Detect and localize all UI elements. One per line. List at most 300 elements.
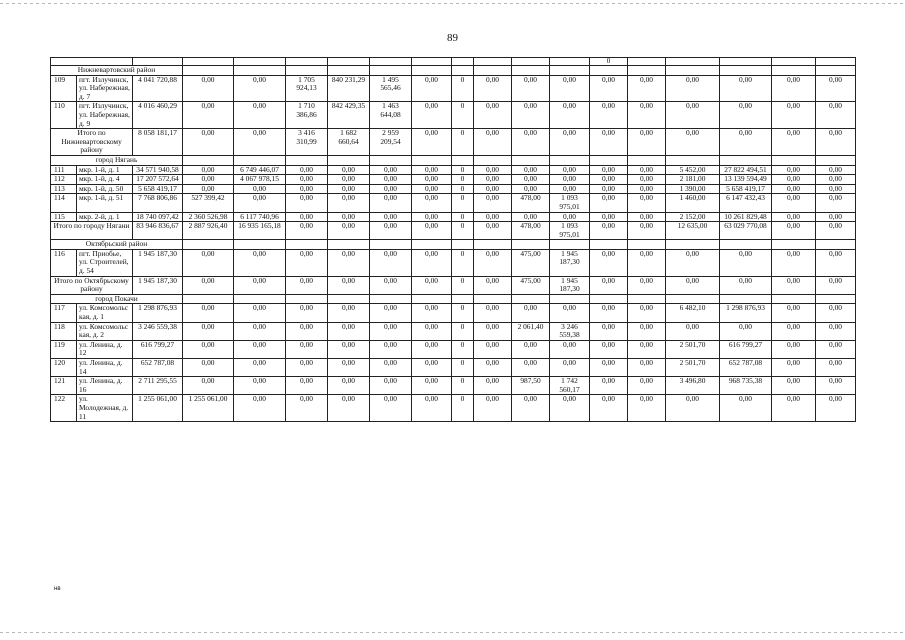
total-value-cell: 0	[452, 222, 474, 240]
value-cell: 0,00	[286, 165, 328, 175]
section-empty-cell	[183, 294, 234, 304]
value-cell: 0,00	[474, 102, 512, 129]
value-cell: 0,00	[720, 395, 772, 422]
total-value-cell: 0,00	[512, 129, 550, 156]
value-cell: 840 231,29	[328, 75, 370, 102]
value-cell: 0,00	[412, 212, 452, 222]
header-cell	[370, 58, 412, 66]
value-cell: 0,00	[720, 249, 772, 276]
section-empty-cell	[772, 155, 816, 165]
value-cell: 0,00	[412, 75, 452, 102]
value-cell: 0,00	[628, 175, 666, 185]
value-cell: 0,00	[816, 102, 856, 129]
total-value-cell: 0,00	[772, 222, 816, 240]
section-empty-cell	[720, 240, 772, 250]
section-empty-cell	[328, 294, 370, 304]
value-cell: 0,00	[412, 340, 452, 358]
section-empty-cell	[412, 155, 452, 165]
value-cell: 1 495 565,46	[370, 75, 412, 102]
row-number: 113	[51, 184, 77, 194]
value-cell: 0,00	[328, 184, 370, 194]
value-cell: 1 463 644,08	[370, 102, 412, 129]
value-cell: 0,00	[328, 165, 370, 175]
value-cell: 0,00	[183, 102, 234, 129]
value-cell: 6 749 446,07	[234, 165, 286, 175]
value-cell: 0,00	[474, 165, 512, 175]
section-title: город Покачи	[51, 294, 183, 304]
address-cell: мкр. 1-й, д. 51	[77, 194, 133, 212]
value-cell: 0,00	[512, 212, 550, 222]
value-cell: 0,00	[628, 102, 666, 129]
value-cell: 0,00	[370, 340, 412, 358]
value-cell: 0,00	[412, 165, 452, 175]
value-cell: 13 139 594,49	[720, 175, 772, 185]
total-value-cell: 0,00	[412, 129, 452, 156]
value-cell: 0,00	[590, 75, 628, 102]
total-value-cell: 63 029 770,08	[720, 222, 772, 240]
section-empty-cell	[590, 294, 628, 304]
value-cell: 0,00	[628, 75, 666, 102]
table-row	[51, 102, 856, 129]
section-empty-cell	[286, 294, 328, 304]
value-cell: 0,00	[412, 194, 452, 212]
value-cell: 0,00	[183, 249, 234, 276]
value-cell: 0,00	[772, 184, 816, 194]
section-empty-cell	[412, 294, 452, 304]
header-cell	[720, 58, 772, 66]
address-cell: мкр. 2-й, д. 1	[77, 212, 133, 222]
value-cell: 0,00	[550, 165, 590, 175]
value-cell: 987,50	[512, 377, 550, 395]
value-cell: 0,00	[590, 175, 628, 185]
value-cell: 0	[452, 395, 474, 422]
section-empty-cell	[370, 155, 412, 165]
value-cell: 0,00	[590, 184, 628, 194]
header-cell	[628, 58, 666, 66]
header-cell	[133, 58, 183, 66]
section-empty-cell	[474, 66, 512, 76]
value-cell: 0,00	[370, 377, 412, 395]
section-empty-cell	[474, 240, 512, 250]
value-cell: 0,00	[512, 102, 550, 129]
value-cell: 0,00	[550, 102, 590, 129]
value-cell: 0,00	[286, 395, 328, 422]
footer-mark: нв	[54, 586, 61, 592]
section-empty-cell	[286, 155, 328, 165]
value-cell: 0,00	[286, 377, 328, 395]
section-empty-cell	[628, 66, 666, 76]
value-cell: 0,00	[328, 395, 370, 422]
total-value-cell: 0,00	[328, 222, 370, 240]
section-empty-cell	[512, 240, 550, 250]
address-cell: пгт. Приобье, ул. Строителей, д. 54	[77, 249, 133, 276]
value-cell: 0,00	[286, 184, 328, 194]
section-empty-cell	[816, 294, 856, 304]
value-cell: 0,00	[234, 377, 286, 395]
value-cell: 0,00	[234, 304, 286, 322]
section-empty-cell	[328, 155, 370, 165]
value-cell: 0,00	[666, 395, 720, 422]
row-number: 116	[51, 249, 77, 276]
value-cell: 2 501,70	[666, 340, 720, 358]
value-cell: 0,00	[286, 340, 328, 358]
section-empty-cell	[550, 155, 590, 165]
table-row	[51, 75, 856, 102]
value-cell: 4 067 978,15	[234, 175, 286, 185]
total-value-cell: 3 416 310,99	[286, 129, 328, 156]
value-cell: 0	[452, 102, 474, 129]
section-empty-cell	[590, 240, 628, 250]
row-number: 110	[51, 102, 77, 129]
value-cell: 0,00	[286, 194, 328, 212]
value-cell: 0,00	[370, 212, 412, 222]
value-cell: 1 710 386,86	[286, 102, 328, 129]
header-cell	[183, 58, 234, 66]
value-cell: 0,00	[628, 194, 666, 212]
section-empty-cell	[550, 66, 590, 76]
address-cell: пгт. Излучинск, ул. Набережная, д. 9	[77, 102, 133, 129]
section-empty-cell	[816, 66, 856, 76]
scan-edge-bottom	[0, 632, 905, 633]
value-cell: 0,00	[772, 175, 816, 185]
total-row	[51, 276, 856, 294]
value-cell: 0	[452, 184, 474, 194]
value-cell: 0,00	[590, 165, 628, 175]
value-cell: 616 799,27	[720, 340, 772, 358]
total-value-cell: 1 945 187,30	[550, 276, 590, 294]
value-cell: 0,00	[512, 395, 550, 422]
row-number: 114	[51, 194, 77, 212]
section-empty-cell	[550, 294, 590, 304]
value-cell: 0,00	[666, 102, 720, 129]
total-value-cell: 0,00	[720, 276, 772, 294]
total-value-cell: 0,00	[666, 129, 720, 156]
data-table-wrapper	[50, 57, 847, 422]
header-cell	[816, 58, 856, 66]
section-empty-cell	[772, 294, 816, 304]
section-header-row	[51, 155, 856, 165]
section-empty-cell	[286, 240, 328, 250]
value-cell: 1 093 975,01	[550, 194, 590, 212]
value-cell: 0,00	[474, 340, 512, 358]
value-cell: 0,00	[412, 395, 452, 422]
value-cell: 0,00	[772, 165, 816, 175]
header-cell	[328, 58, 370, 66]
value-cell: 0,00	[772, 340, 816, 358]
value-cell: 0,00	[628, 304, 666, 322]
value-cell: 0,00	[512, 75, 550, 102]
value-cell: 0	[452, 175, 474, 185]
value-cell: 0,00	[183, 184, 234, 194]
total-label: Итого по городу Нягани	[51, 222, 133, 240]
header-cell	[772, 58, 816, 66]
value-cell: 0,00	[370, 184, 412, 194]
section-empty-cell	[452, 66, 474, 76]
total-value-cell: 0,00	[590, 276, 628, 294]
value-cell: 0,00	[772, 212, 816, 222]
section-empty-cell	[234, 240, 286, 250]
section-empty-cell	[412, 66, 452, 76]
value-cell: 0,00	[412, 102, 452, 129]
total-value-cell: 16 935 165,18	[234, 222, 286, 240]
value-cell: 0,00	[183, 322, 234, 340]
total-value-cell: 0,00	[628, 129, 666, 156]
value-cell: 0	[452, 377, 474, 395]
value-cell: 6 117 740,96	[234, 212, 286, 222]
header-cell	[474, 58, 512, 66]
total-value-cell: 0,00	[474, 222, 512, 240]
value-cell: 0,00	[590, 194, 628, 212]
value-cell: 475,00	[512, 249, 550, 276]
section-empty-cell	[328, 240, 370, 250]
value-cell: 0	[452, 249, 474, 276]
total-value-cell: 0,00	[412, 222, 452, 240]
section-empty-cell	[628, 240, 666, 250]
section-empty-cell	[772, 66, 816, 76]
value-cell: 0,00	[590, 322, 628, 340]
value-cell: 34 571 940,58	[133, 165, 183, 175]
total-value-cell: 2 959 209,54	[370, 129, 412, 156]
section-empty-cell	[512, 66, 550, 76]
value-cell: 0,00	[183, 165, 234, 175]
value-cell: 0,00	[772, 75, 816, 102]
value-cell: 0,00	[816, 75, 856, 102]
section-empty-cell	[628, 294, 666, 304]
total-value-cell: 0,00	[370, 276, 412, 294]
value-cell: 0,00	[234, 359, 286, 377]
value-cell: 0,00	[474, 304, 512, 322]
value-cell: 0,00	[512, 184, 550, 194]
total-value-cell: 0,00	[816, 276, 856, 294]
value-cell: 0,00	[628, 184, 666, 194]
value-cell: 0,00	[590, 340, 628, 358]
value-cell: 3 496,80	[666, 377, 720, 395]
section-empty-cell	[328, 66, 370, 76]
table-row	[51, 194, 856, 212]
total-value-cell: 0,00	[183, 276, 234, 294]
value-cell: 0,00	[628, 395, 666, 422]
value-cell: 0,00	[816, 340, 856, 358]
section-empty-cell	[816, 155, 856, 165]
total-value-cell: 0,00	[550, 129, 590, 156]
section-empty-cell	[772, 240, 816, 250]
value-cell: 0	[452, 165, 474, 175]
value-cell: 527 399,42	[183, 194, 234, 212]
value-cell: 0,00	[550, 340, 590, 358]
value-cell: 0,00	[550, 175, 590, 185]
value-cell: 7 768 806,86	[133, 194, 183, 212]
total-value-cell: 0,00	[816, 222, 856, 240]
section-empty-cell	[452, 294, 474, 304]
section-title: Октябрьский район	[51, 240, 183, 250]
total-value-cell: 0,00	[286, 276, 328, 294]
header-cell	[550, 58, 590, 66]
section-empty-cell	[183, 240, 234, 250]
section-empty-cell	[234, 155, 286, 165]
header-row	[51, 58, 856, 66]
value-cell: 2 360 526,98	[183, 212, 234, 222]
table-row	[51, 322, 856, 340]
total-label: Итого по Нижневартовскому району	[51, 129, 133, 156]
value-cell: 0,00	[474, 377, 512, 395]
value-cell: 0,00	[720, 102, 772, 129]
header-cell	[286, 58, 328, 66]
value-cell: 0,00	[286, 322, 328, 340]
value-cell: 0	[452, 304, 474, 322]
value-cell: 0,00	[772, 194, 816, 212]
row-number: 115	[51, 212, 77, 222]
value-cell: 0,00	[590, 395, 628, 422]
value-cell: 0,00	[183, 377, 234, 395]
value-cell: 0,00	[183, 340, 234, 358]
value-cell: 0,00	[550, 184, 590, 194]
section-empty-cell	[666, 66, 720, 76]
total-value-cell: 0	[452, 276, 474, 294]
value-cell: 0,00	[720, 75, 772, 102]
value-cell: 0,00	[550, 212, 590, 222]
value-cell: 10 261 829,48	[720, 212, 772, 222]
total-value-cell: 0,00	[474, 276, 512, 294]
value-cell: 0,00	[512, 304, 550, 322]
section-empty-cell	[234, 294, 286, 304]
value-cell: 0,00	[370, 322, 412, 340]
section-header-row	[51, 66, 856, 76]
value-cell: 0,00	[720, 322, 772, 340]
value-cell: 0,00	[628, 359, 666, 377]
section-title: Нижневартовский район	[51, 66, 183, 76]
value-cell: 0,00	[590, 102, 628, 129]
table-row	[51, 212, 856, 222]
section-empty-cell	[550, 240, 590, 250]
row-number: 111	[51, 165, 77, 175]
header-cell	[51, 58, 133, 66]
address-cell: ул. Ленина, д. 16	[77, 377, 133, 395]
value-cell: 0,00	[286, 359, 328, 377]
value-cell: 5 658 419,17	[720, 184, 772, 194]
value-cell: 0,00	[628, 249, 666, 276]
value-cell: 0	[452, 75, 474, 102]
value-cell: 1 742 560,17	[550, 377, 590, 395]
value-cell: 0,00	[474, 194, 512, 212]
value-cell: 27 822 494,51	[720, 165, 772, 175]
total-value-cell: 0,00	[370, 222, 412, 240]
address-cell: ул. Комсомольс кая, д. 2	[77, 322, 133, 340]
value-cell: 0,00	[772, 359, 816, 377]
value-cell: 478,00	[512, 194, 550, 212]
value-cell: 0,00	[590, 304, 628, 322]
section-empty-cell	[183, 66, 234, 76]
value-cell: 17 207 572,64	[133, 175, 183, 185]
section-empty-cell	[590, 155, 628, 165]
value-cell: 0,00	[370, 395, 412, 422]
value-cell: 0,00	[816, 212, 856, 222]
address-cell: мкр. 1-й, д. 4	[77, 175, 133, 185]
value-cell: 0,00	[628, 377, 666, 395]
value-cell: 0,00	[816, 322, 856, 340]
value-cell: 0,00	[370, 359, 412, 377]
value-cell: 0,00	[328, 304, 370, 322]
total-value-cell: 12 635,00	[666, 222, 720, 240]
row-number: 118	[51, 322, 77, 340]
total-value-cell: 0,00	[666, 276, 720, 294]
table-row	[51, 359, 856, 377]
total-value-cell: 83 946 836,67	[133, 222, 183, 240]
row-number: 109	[51, 75, 77, 102]
value-cell: 0,00	[772, 322, 816, 340]
value-cell: 0	[452, 340, 474, 358]
address-cell: ул. Ленина, д. 12	[77, 340, 133, 358]
row-number: 120	[51, 359, 77, 377]
address-cell: мкр. 1-й, д. 1	[77, 165, 133, 175]
address-cell: ул. Комсомольс кая, д. 1	[77, 304, 133, 322]
row-number: 117	[51, 304, 77, 322]
total-row	[51, 129, 856, 156]
value-cell: 0,00	[328, 322, 370, 340]
value-cell: 1 390,00	[666, 184, 720, 194]
address-cell: ул. Молодежная, д. 11	[77, 395, 133, 422]
value-cell: 0,00	[474, 212, 512, 222]
value-cell: 1 460,00	[666, 194, 720, 212]
value-cell: 0,00	[183, 175, 234, 185]
section-empty-cell	[370, 294, 412, 304]
row-number: 121	[51, 377, 77, 395]
section-header-row	[51, 294, 856, 304]
value-cell: 0,00	[234, 340, 286, 358]
value-cell: 0,00	[816, 175, 856, 185]
value-cell: 0,00	[590, 377, 628, 395]
value-cell: 1 945 187,30	[133, 249, 183, 276]
value-cell: 0,00	[550, 359, 590, 377]
value-cell: 0,00	[234, 184, 286, 194]
value-cell: 0,00	[474, 359, 512, 377]
total-value-cell: 0,00	[816, 129, 856, 156]
value-cell: 0,00	[370, 304, 412, 322]
total-value-cell: 1 093 975,01	[550, 222, 590, 240]
total-value-cell: 0,00	[720, 129, 772, 156]
value-cell: 4 016 460,29	[133, 102, 183, 129]
total-value-cell: 0,00	[328, 276, 370, 294]
section-empty-cell	[512, 155, 550, 165]
value-cell: 0,00	[328, 249, 370, 276]
total-value-cell: 0,00	[628, 222, 666, 240]
section-empty-cell	[234, 66, 286, 76]
section-empty-cell	[512, 294, 550, 304]
value-cell: 0,00	[286, 304, 328, 322]
section-empty-cell	[286, 66, 328, 76]
value-cell: 0,00	[328, 340, 370, 358]
section-empty-cell	[412, 240, 452, 250]
value-cell: 0,00	[550, 304, 590, 322]
total-value-cell: 1 945 187,30	[133, 276, 183, 294]
total-value-cell: 0,00	[286, 222, 328, 240]
value-cell: 0,00	[234, 249, 286, 276]
value-cell: 0,00	[816, 184, 856, 194]
value-cell: 0,00	[816, 377, 856, 395]
value-cell: 0,00	[286, 249, 328, 276]
value-cell: 0,00	[512, 165, 550, 175]
total-row	[51, 222, 856, 240]
value-cell: 18 740 097,42	[133, 212, 183, 222]
value-cell: 0,00	[512, 340, 550, 358]
table-row	[51, 395, 856, 422]
value-cell: 616 799,27	[133, 340, 183, 358]
header-cell	[412, 58, 452, 66]
address-cell: ул. Ленина, д. 14	[77, 359, 133, 377]
value-cell: 0,00	[474, 175, 512, 185]
value-cell: 1 298 876,93	[133, 304, 183, 322]
value-cell: 0,00	[328, 359, 370, 377]
value-cell: 6 482,10	[666, 304, 720, 322]
